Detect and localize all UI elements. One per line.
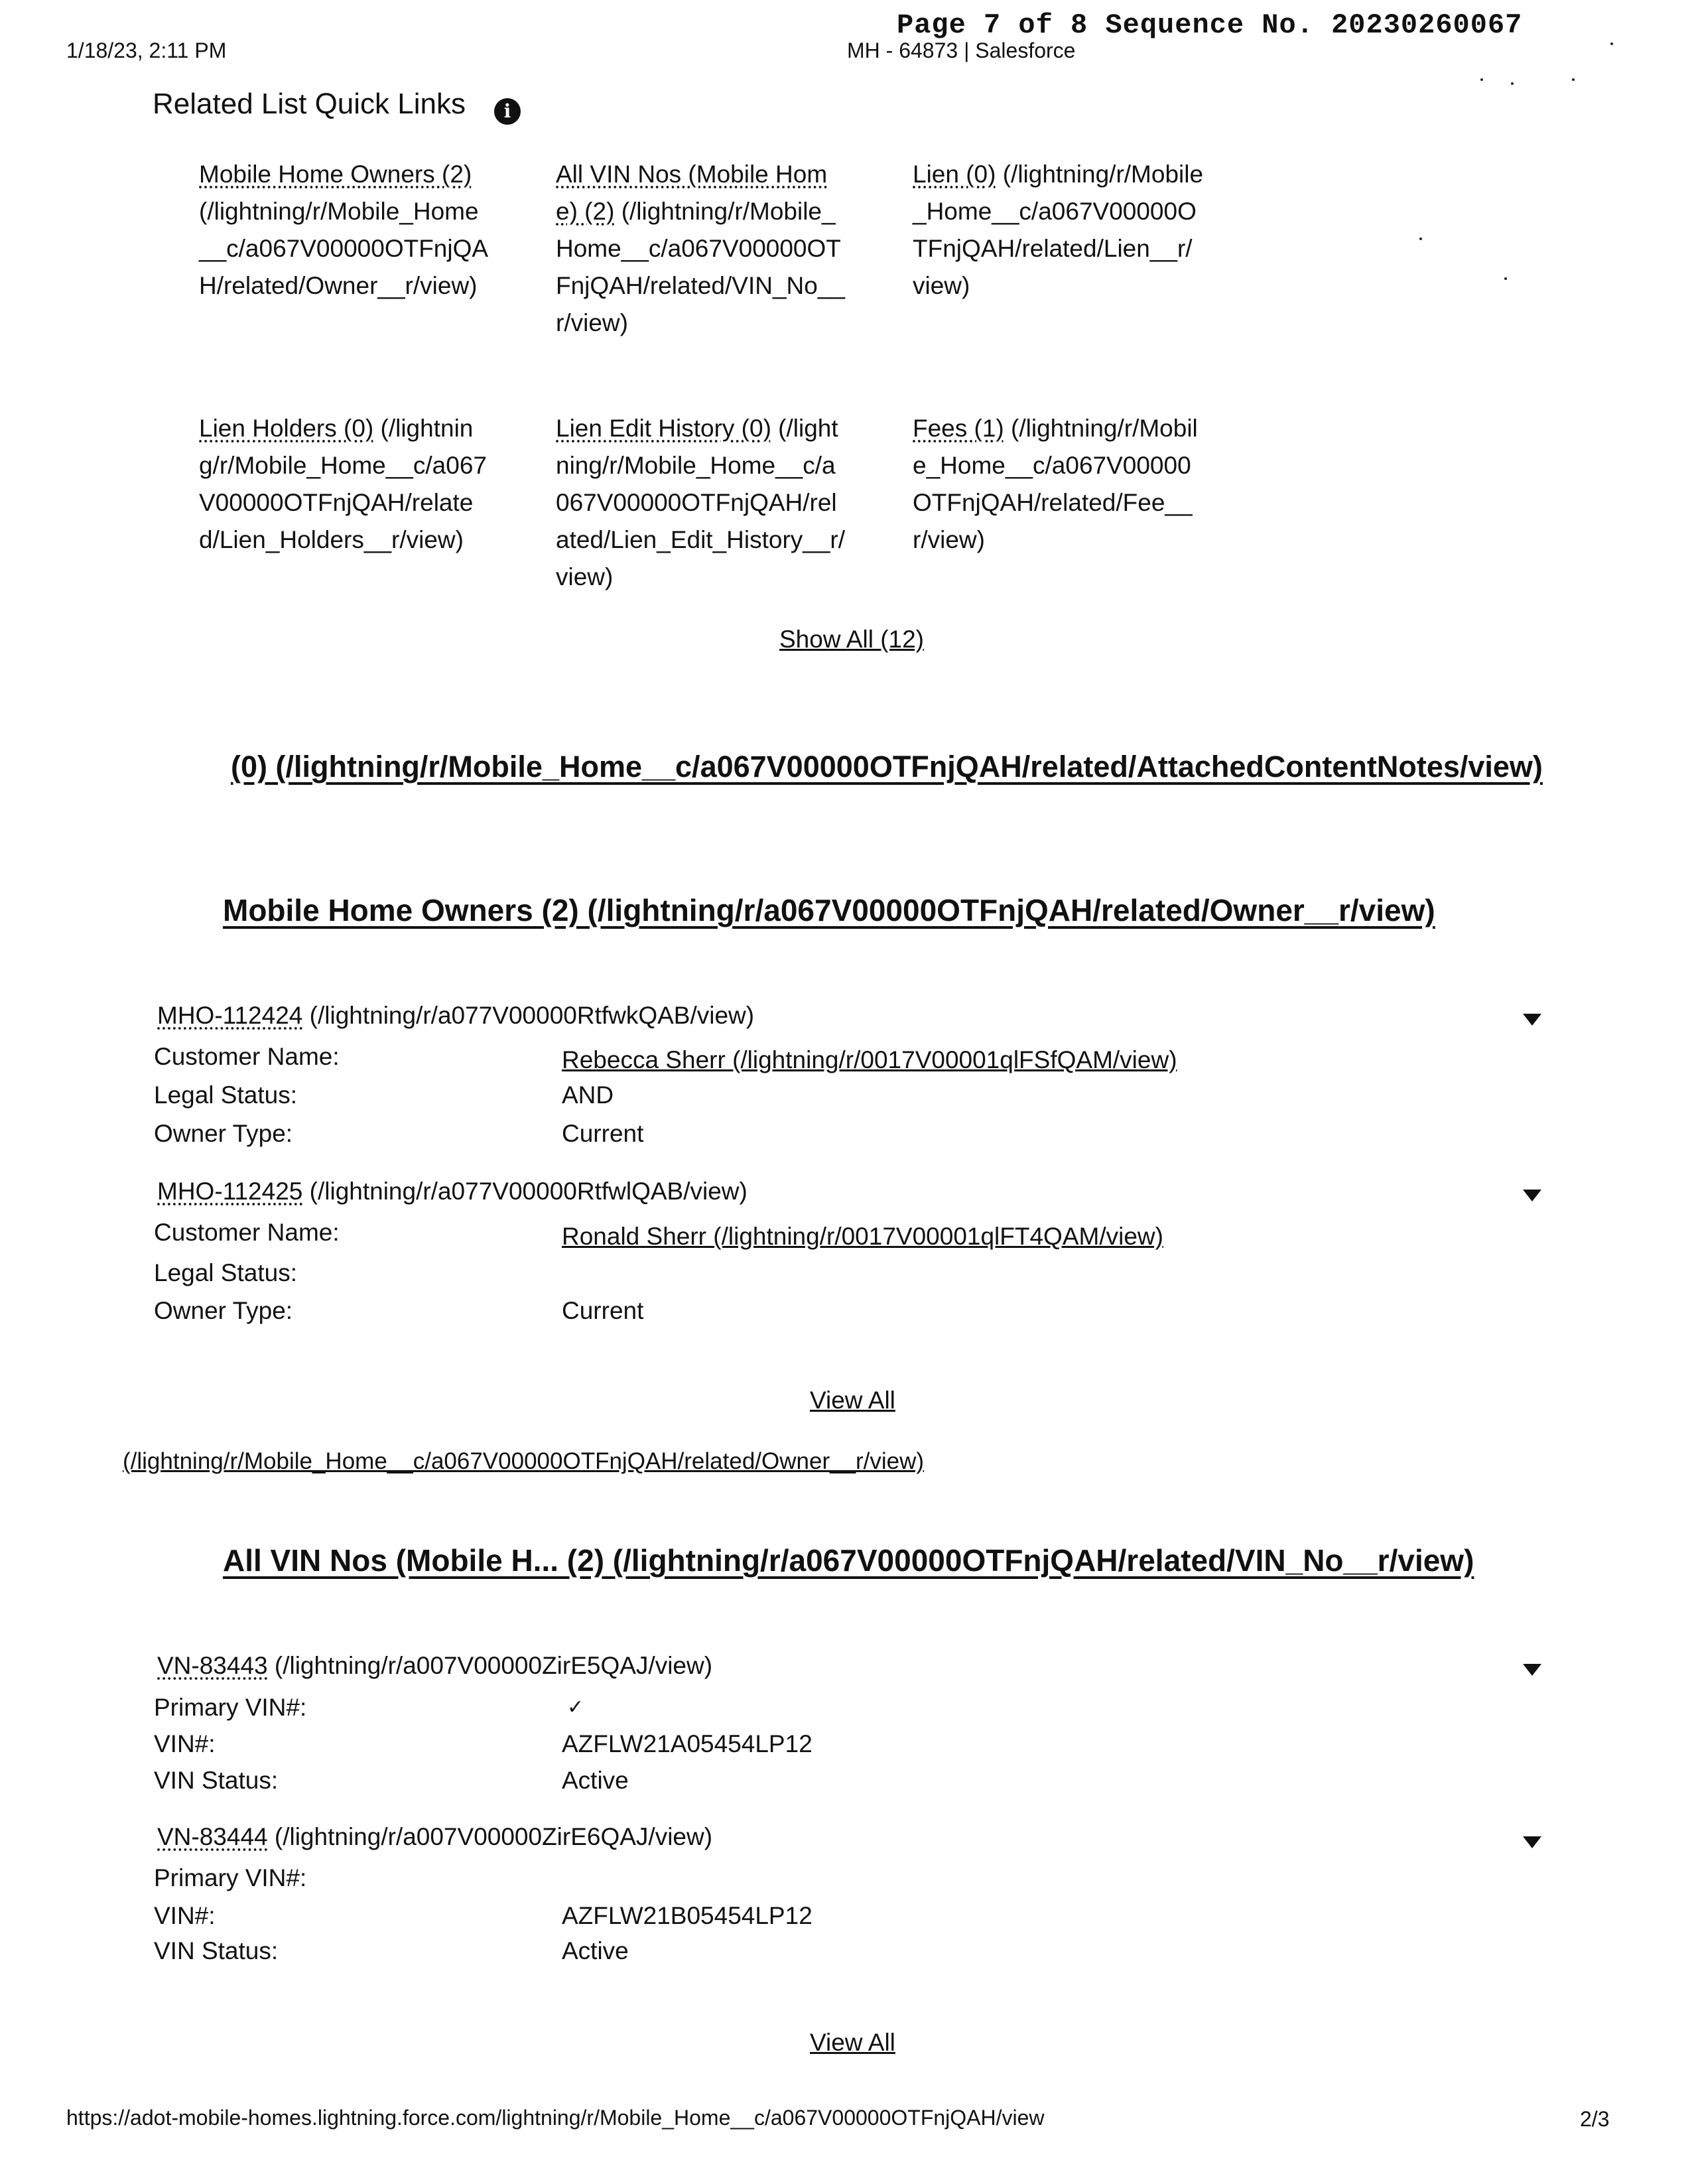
- quick-link-url: (/lightning/r/Mobile_Home__c/a067V00000OTFnjQAH/related/Lien_Edit_History__r/view): [556, 415, 846, 590]
- info-icon[interactable]: i: [494, 98, 521, 125]
- scan-speck: [1480, 78, 1483, 81]
- quick-link-label[interactable]: Mobile Home Owners (2): [199, 161, 472, 188]
- quick-link-lien[interactable]: [913, 156, 1204, 305]
- footer-page-number: 2/3: [1580, 2107, 1610, 2131]
- scan-speck: [1511, 82, 1514, 85]
- owners-view-all-link[interactable]: View All: [810, 1387, 895, 1414]
- quick-link-lien-holders[interactable]: [199, 410, 491, 559]
- vin-record-url: (/lightning/r/a007V00000ZirE6QAJ/view): [274, 1823, 713, 1850]
- legal-status-label: Legal Status:: [154, 1259, 297, 1286]
- vin-status-value: Active: [562, 1937, 629, 1964]
- legal-status-label: Legal Status:: [154, 1081, 297, 1109]
- quick-link-fees[interactable]: [913, 410, 1204, 559]
- owner-record-id[interactable]: MHO-112424: [157, 1002, 303, 1029]
- quick-link-lien-edit-history[interactable]: [556, 410, 848, 596]
- owner-type-label: Owner Type:: [154, 1297, 293, 1324]
- quick-link-url: (/lightning/r/Mobile_Home__c/a067V00000OTFnjQAH/related/Fee__r/view): [913, 415, 1198, 553]
- owner-type-value: Current: [562, 1120, 644, 1147]
- vin-record-title: [157, 1652, 712, 1680]
- customer-name-label: Customer Name:: [154, 1043, 340, 1070]
- vin-record-url: (/lightning/r/a007V00000ZirE5QAJ/view): [274, 1652, 713, 1679]
- quick-link-label[interactable]: Fees (1): [913, 415, 1004, 442]
- notes-header-link[interactable]: (0) (/lightning/r/Mobile_Home__c/a067V00000OTFnjQAH/related/AttachedContentNotes/view): [231, 750, 1543, 784]
- owner-record-url: (/lightning/r/a077V00000RtfwkQAB/view): [309, 1002, 755, 1029]
- chevron-down-icon[interactable]: [1523, 1664, 1541, 1676]
- quick-link-url: (/lightning/r/Mobile_Home__c/a067V00000OTFnjQAH/related/Owner__r/view): [199, 198, 489, 299]
- primary-vin-label: Primary VIN#:: [154, 1864, 307, 1891]
- quick-link-label[interactable]: Lien (0): [913, 161, 996, 188]
- quick-link-label[interactable]: Lien Holders (0): [199, 415, 374, 442]
- chevron-down-icon[interactable]: [1523, 1190, 1541, 1201]
- legal-status-value: AND: [562, 1081, 614, 1109]
- chevron-down-icon[interactable]: [1523, 1836, 1541, 1848]
- scan-speck: [1610, 42, 1613, 45]
- quick-link-owners[interactable]: [199, 156, 491, 305]
- vin-record-title: [157, 1823, 712, 1851]
- chevron-down-icon[interactable]: [1523, 1014, 1541, 1026]
- print-datetime: 1/18/23, 2:11 PM: [66, 38, 227, 62]
- quick-link-vin-nos[interactable]: [556, 156, 848, 342]
- quick-link-url: (/lightning/r/Mobile_Home__c/a067V00000OTFnjQAH/related/Lien_Holders__r/view): [199, 415, 487, 553]
- checkmark-icon: ✓: [567, 1696, 584, 1719]
- vin-number-label: VIN#:: [154, 1902, 216, 1929]
- print-document-title: MH - 64873 | Salesforce: [847, 38, 1076, 62]
- vin-record-id[interactable]: VN-83443: [157, 1652, 268, 1679]
- vin-header-link[interactable]: All VIN Nos (Mobile H... (2) (/lightning/r/a067V00000OTFnjQAH/related/VIN_No__r/view): [223, 1543, 1474, 1578]
- vin-record-id[interactable]: VN-83444: [157, 1823, 268, 1850]
- quick-link-url: (/lightning/r/Mobile_Home__c/a067V00000OTFnjQAH/related/Lien__r/view): [913, 161, 1204, 299]
- scan-speck: [1419, 238, 1422, 240]
- owner-record-title: [157, 1178, 748, 1205]
- page-sequence-stamp: Page 7 of 8 Sequence No. 20230260067: [897, 9, 1523, 41]
- quick-link-url: (/lightning/r/Mobile_Home__c/a067V00000OTFnjQAH/related/VIN_No__r/view): [556, 198, 845, 336]
- customer-name-value[interactable]: Ronald Sherr (/lightning/r/0017V00001qlFT4QAM/view): [562, 1223, 1163, 1250]
- quick-links-title: Related List Quick Links: [153, 88, 466, 120]
- vin-status-value: Active: [562, 1767, 629, 1794]
- vin-view-all-link[interactable]: View All: [810, 2029, 895, 2056]
- scan-speck: [1572, 78, 1575, 81]
- vin-number-value: AZFLW21B05454LP12: [562, 1902, 813, 1929]
- owner-record-title: [157, 1002, 754, 1030]
- footer-url: https://adot-mobile-homes.lightning.force.com/lightning/r/Mobile_Home__c/a067V00000OTFnjQAH/view: [66, 2106, 1045, 2130]
- owners-header-link[interactable]: Mobile Home Owners (2) (/lightning/r/a067V00000OTFnjQAH/related/Owner__r/view): [223, 893, 1435, 927]
- scan-speck: [1504, 277, 1507, 280]
- owner-type-label: Owner Type:: [154, 1120, 293, 1147]
- quick-link-label[interactable]: Lien Edit History (0): [556, 415, 771, 442]
- primary-vin-label: Primary VIN#:: [154, 1694, 307, 1721]
- owner-record-id[interactable]: MHO-112425: [157, 1178, 303, 1205]
- quick-link-label[interactable]: All VIN Nos (Mobile Home) (2): [556, 161, 828, 225]
- customer-name-label: Customer Name:: [154, 1219, 340, 1246]
- vin-status-label: VIN Status:: [154, 1767, 279, 1794]
- customer-name-value[interactable]: Rebecca Sherr (/lightning/r/0017V00001qlFSfQAM/view): [562, 1046, 1177, 1073]
- vin-number-label: VIN#:: [154, 1730, 216, 1757]
- owners-view-all-url[interactable]: (/lightning/r/Mobile_Home__c/a067V00000OTFnjQAH/related/Owner__r/view): [123, 1448, 925, 1474]
- show-all-link[interactable]: Show All (12): [779, 626, 924, 653]
- owner-record-url: (/lightning/r/a077V00000RtfwlQAB/view): [309, 1178, 748, 1205]
- owner-type-value: Current: [562, 1297, 644, 1324]
- vin-number-value: AZFLW21A05454LP12: [562, 1730, 813, 1757]
- vin-status-label: VIN Status:: [154, 1937, 279, 1964]
